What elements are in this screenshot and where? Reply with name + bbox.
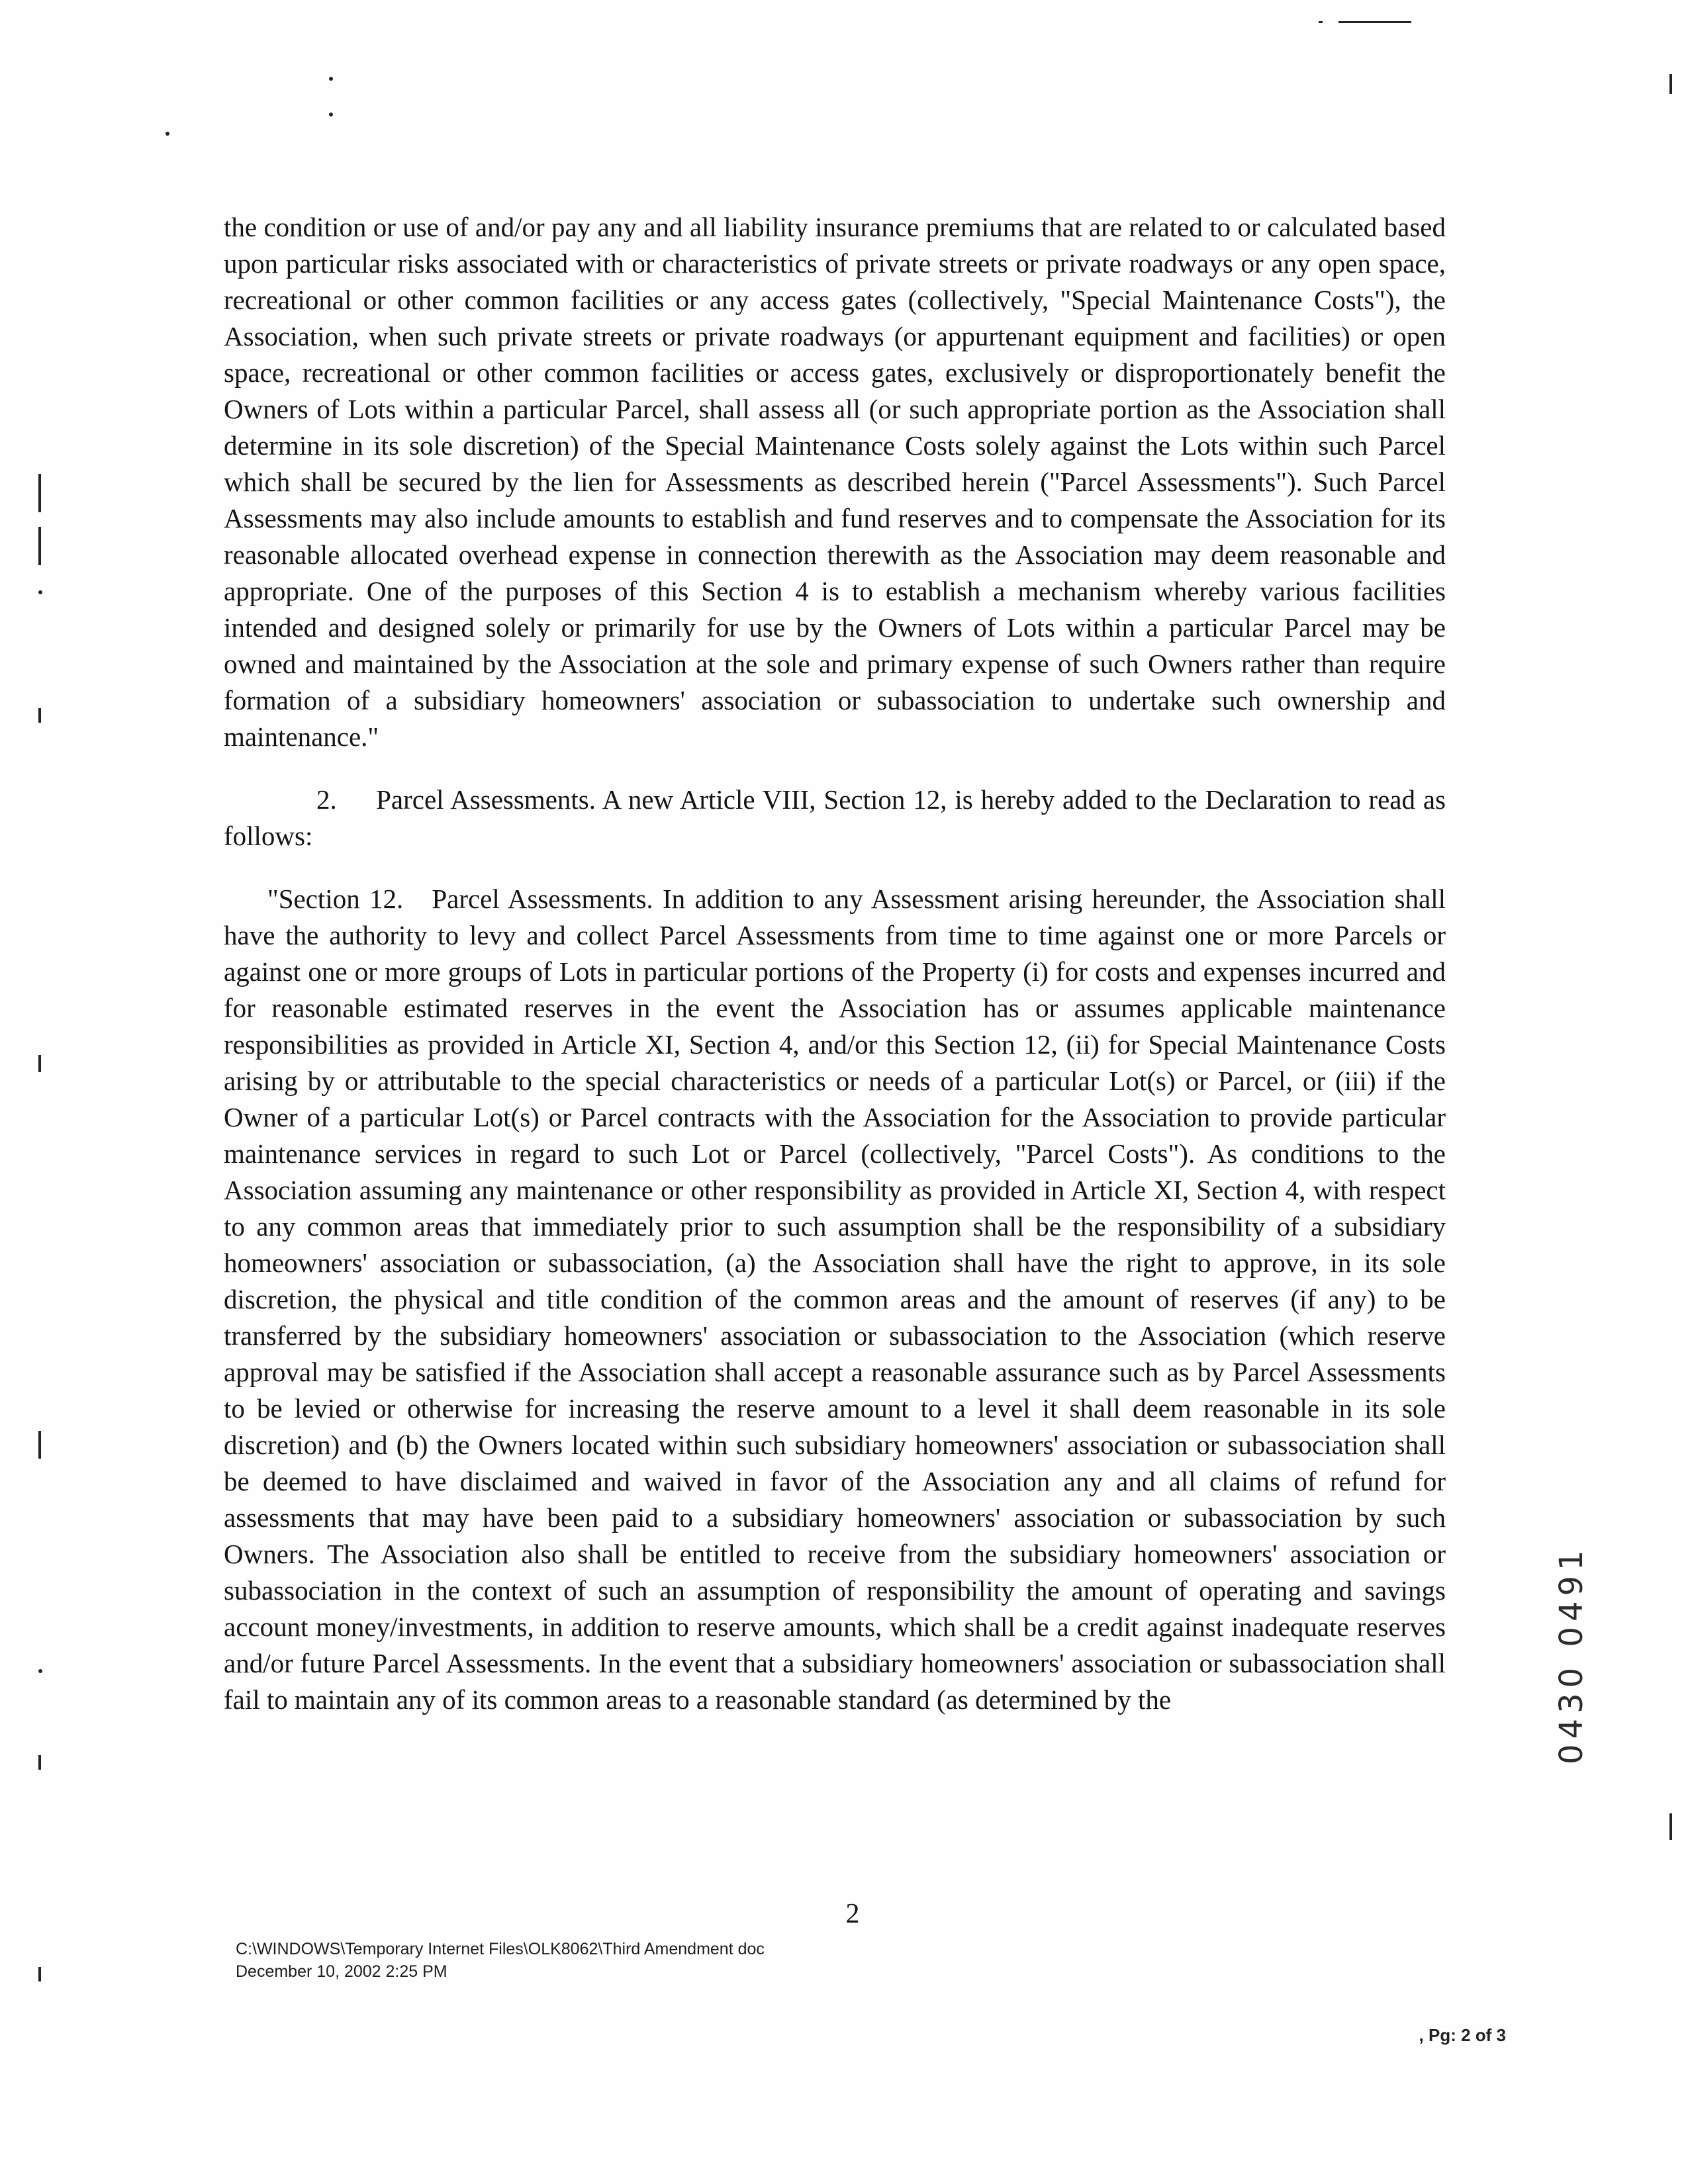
scan-line (1319, 21, 1323, 23)
scan-line (1338, 21, 1411, 23)
footer (236, 1938, 765, 1983)
scan-dot (329, 113, 333, 116)
margin-dot (38, 1669, 42, 1673)
edge-mark (1669, 1813, 1672, 1840)
footer-file-path: C:\WINDOWS\Temporary Internet Files\OLK8062\Third Amendment doc (236, 1940, 765, 1958)
document-body (224, 209, 1446, 1745)
paragraph-section-4-continued: the condition or use of and/or pay any and all liability insurance premiums that are related to or calculated based upon particular risks associated with or characteristics of private streets or private roadways or any open space, recreational or other common facilities or any access gates (collectively, "Special Maintenance Costs"), the Association, when such private streets or private roadways (or appurtenant equipment and facilities) or open space, recreational or other common facilities or access gates, exclusively or disproportionately benefit the Owners of Lots within a particular Parcel, shall assess all (or such appropriate portion as the Association shall determine in its sole discretion) of the Special Maintenance Costs solely against the Lots within such Parcel which shall be secured by the lien for Assessments as described herein ("Parcel Assessments"). Such Parcel Assessments may also include amounts to establish and fund reserves and to compensate the Association for its reasonable allocated overhead expense in connection therewith as the Association may deem reasonable and appropriate. One of the purposes of this Section 4 is to establish a mechanism whereby various facilities intended and designed solely or primarily for use by the Owners of Lots within a particular Parcel may be owned and maintained by the Association at the sole and primary expense of such Owners rather than require formation of a subsidiary homeowners' association or subassociation to undertake such ownership and maintenance." (224, 212, 1446, 752)
margin-dot (38, 590, 42, 594)
margin-bar (38, 1755, 41, 1770)
paragraph-section-12: "Section 12. Parcel Assessments. In addition to any Assessment arising hereunder, the Association shall have the authority to levy and collect Parcel Assessments from time to time against one or more Parcels or against one or more groups of Lots in particular portions of the Property (i) for costs and expenses incurred and for reasonable estimated reserves in the event the Association has or assumes applicable maintenance responsibilities as provided in Article XI, Section 4, and/or this Section 12, (ii) for Special Maintenance Costs arising by or attributable to the special characteristics or needs of a particular Lot(s) or Parcel, or (iii) if the Owner of a particular Lot(s) or Parcel contracts with the Association for the Association to provide particular maintenance services in regard to such Lot or Parcel (collectively, "Parcel Costs"). As conditions to the Association assuming any maintenance or other responsibility as provided in Article XI, Section 4, with respect to any common areas that immediately prior to such assumption shall be the responsibility of a subsidiary homeowners' association or subassociation, (a) the Association shall have the right to approve, in its sole discretion, the physical and title condition of the common areas and the amount of reserves (if any) to be transferred by the subsidiary homeowners' association or subassociation to the Association (which reserve approval may be satisfied if the Association shall accept a reasonable assurance such as by Parcel Assessments to be levied or otherwise for increasing the reserve amount to a level it shall deem reasonable in its sole discretion) and (b) the Owners located within such subsidiary homeowners' association or subassociation shall be deemed to have disclaimed and waived in favor of the Association any and all claims of refund for assessments that may have been paid to a subsidiary homeowners' association or subassociation by such Owners. The Association also shall be entitled to receive from the subsidiary homeowners' association or subassociation in the context of such an assumption of responsibility the amount of operating and savings account money/investments, in addition to reserve amounts, which shall be a credit against inadequate reserves and/or future Parcel Assessments. In the event that a subsidiary homeowners' association or subassociation shall fail to maintain any of its common areas to a reasonable standard (as determined by the (224, 884, 1446, 1715)
margin-bar (38, 1967, 41, 1981)
page-number: 2 (845, 1899, 860, 1929)
margin-bar (38, 474, 41, 512)
recording-stamp: 0430 0491 (1553, 1545, 1590, 1764)
page-count: , Pg: 2 of 3 (1419, 2025, 1506, 2045)
margin-bar (38, 527, 41, 565)
scan-dot (329, 77, 333, 81)
edge-mark (1669, 74, 1672, 94)
scan-dot (165, 132, 169, 136)
paragraph-parcel-assessments-heading: 2. Parcel Assessments. A new Article VIII, Section 12, is hereby added to the Declaration to read as follows: (224, 784, 1446, 851)
margin-bar (38, 1431, 41, 1459)
margin-bar (38, 1055, 41, 1072)
footer-date: December 10, 2002 2:25 PM (236, 1962, 447, 1981)
margin-bar (38, 708, 41, 723)
